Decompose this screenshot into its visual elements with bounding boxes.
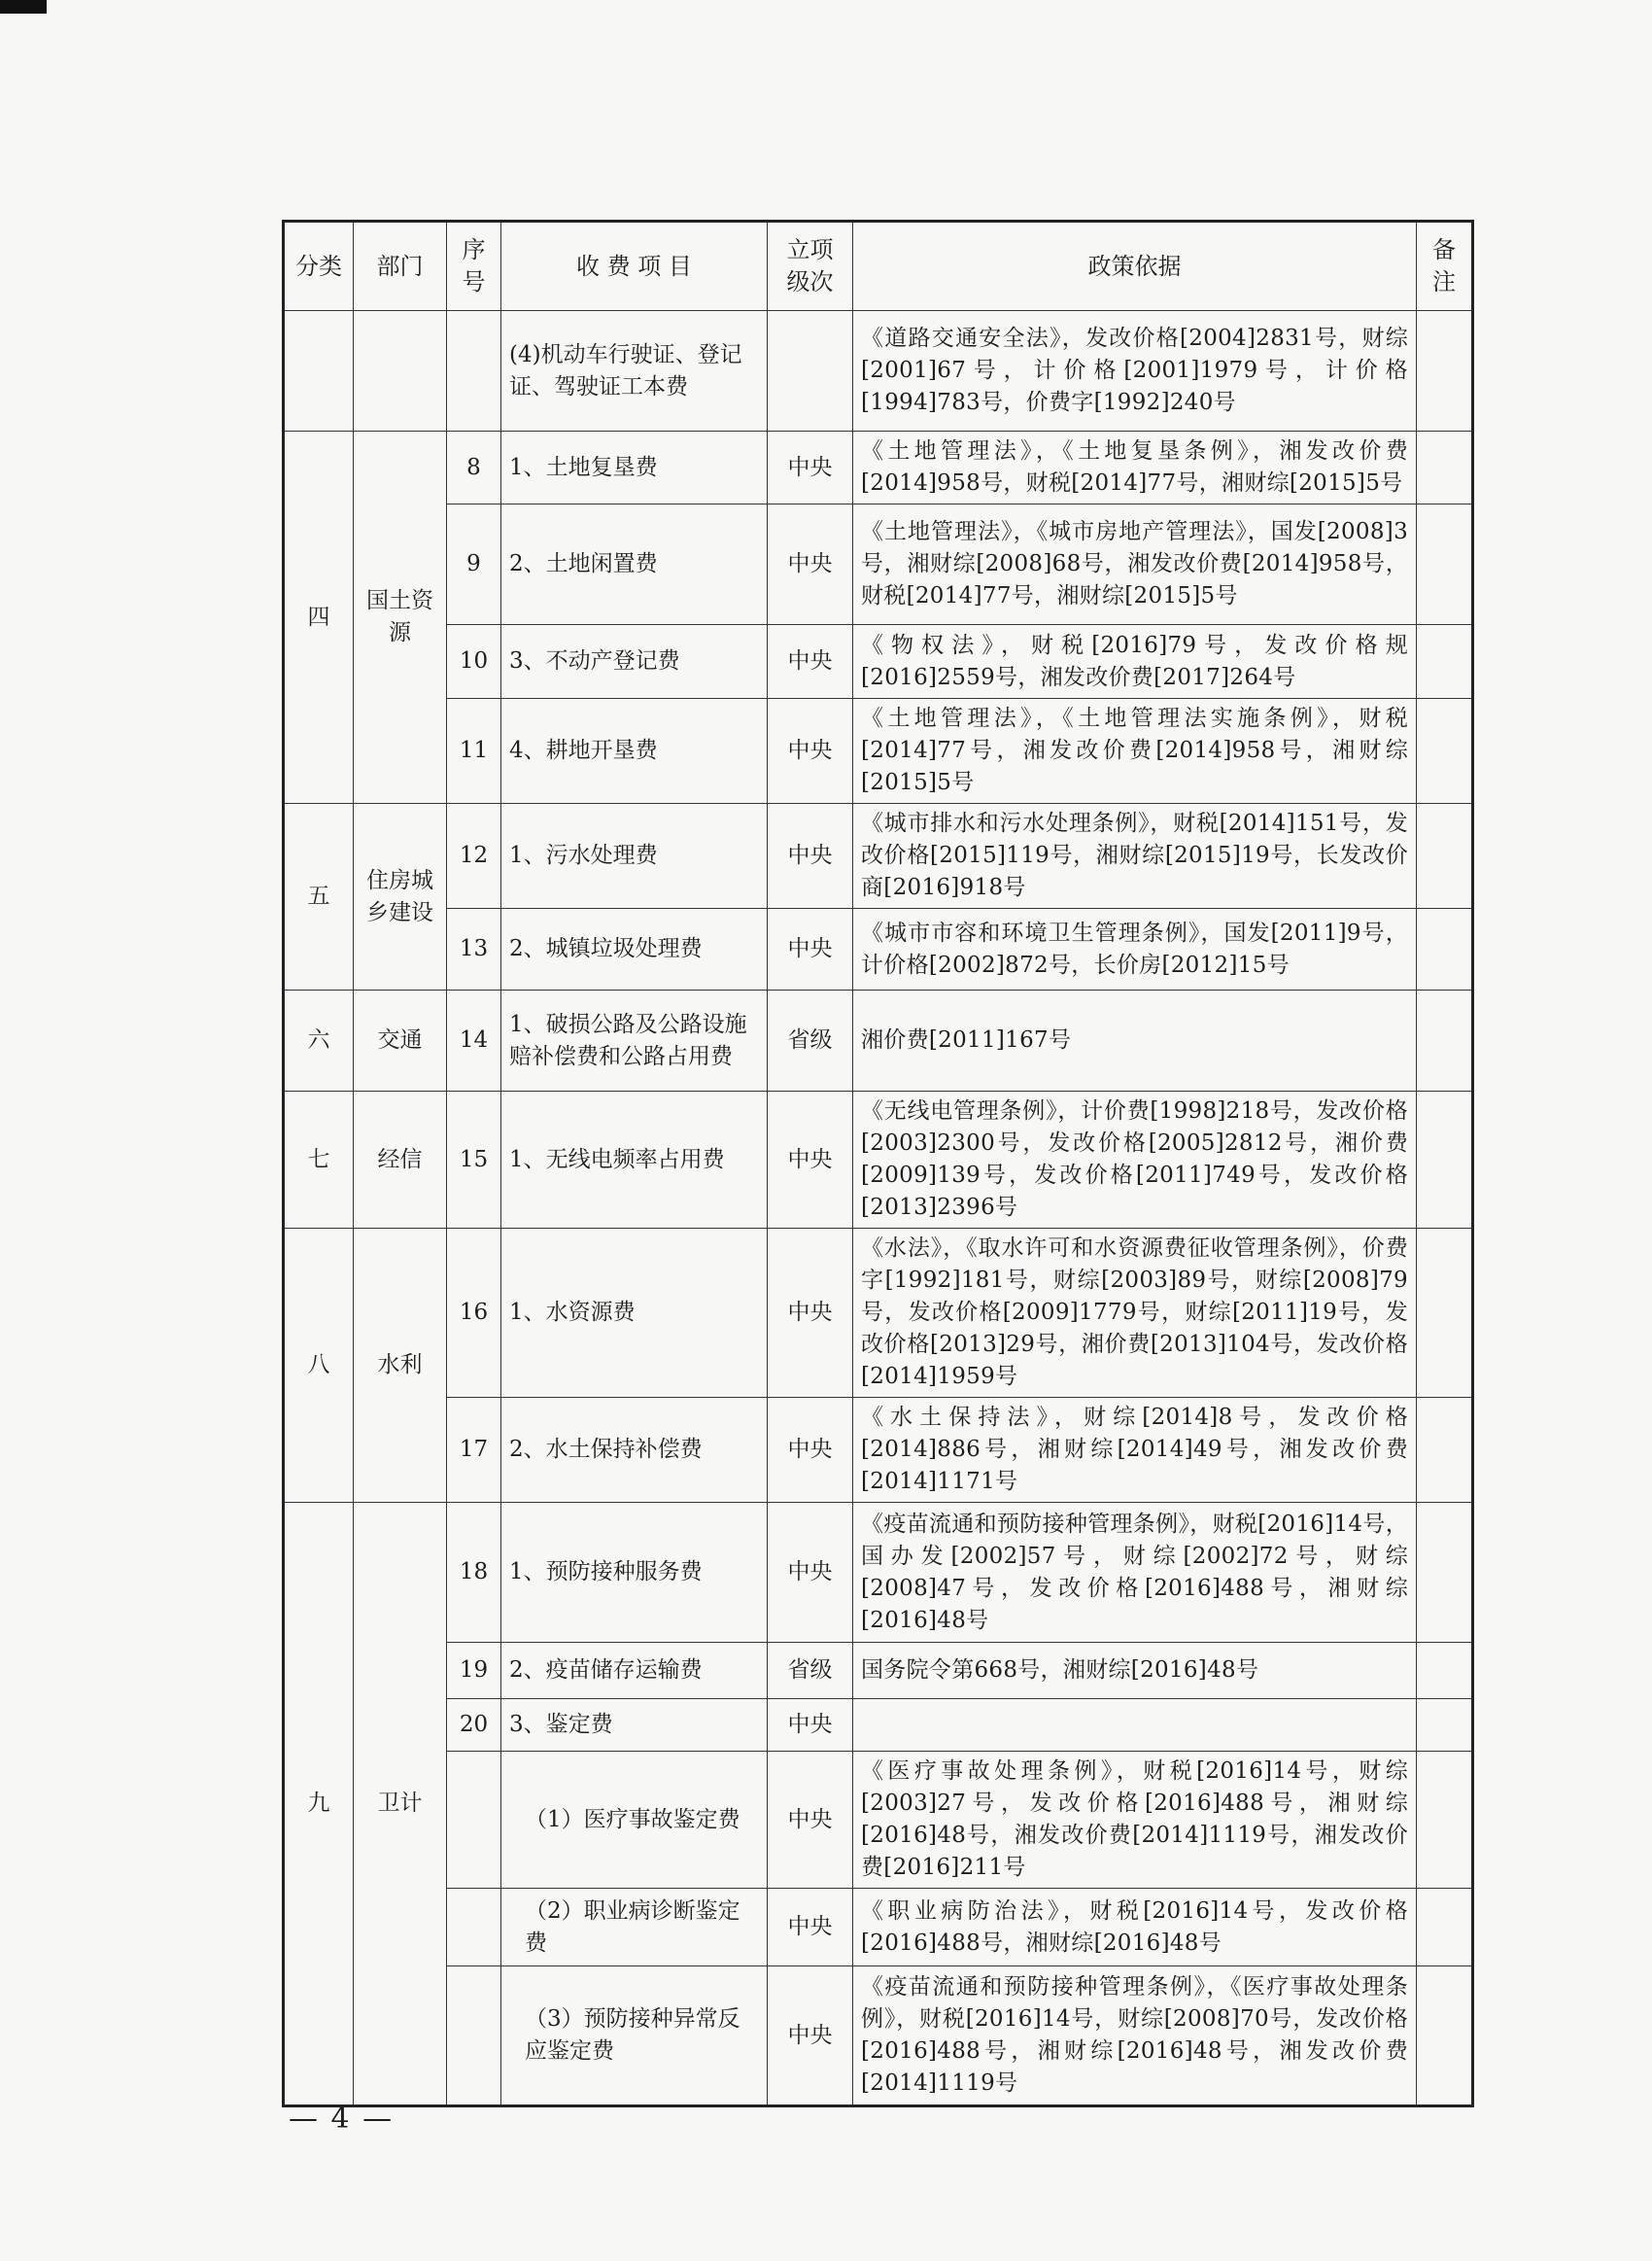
item-cell: 3、不动产登记费: [501, 625, 768, 699]
policy-cell: 《道路交通安全法》，发改价格[2004]2831号，财综[2001]67号，计价格[2001]1979号，计价格[1994]783号，价费字[1992]240号: [853, 311, 1417, 432]
level-cell: 中央: [768, 804, 853, 909]
item-cell: （1）医疗事故鉴定费: [501, 1752, 768, 1889]
item-cell: 2、疫苗储存运输费: [501, 1643, 768, 1699]
table-row: [284, 1752, 1473, 1889]
header-department: 部门: [354, 222, 447, 311]
department-cell: 住房城乡建设: [354, 804, 447, 991]
policy-cell: 《土地管理法》，《城市房地产管理法》，国发[2008]3号，湘财综[2008]68号，湘发改价费[2014]958号，财税[2014]77号，湘财综[2015]5号: [853, 504, 1417, 625]
seq-cell: 9: [447, 504, 501, 625]
policy-cell: 《疫苗流通和预防接种管理条例》，《医疗事故处理条例》，财税[2016]14号，财综[2008]70号，发改价格[2016]488号，湘财综[2016]48号，湘发改价费[2014]1119号: [853, 1966, 1417, 2106]
table-row: [284, 699, 1473, 804]
header-item: 收 费 项 目: [501, 222, 768, 311]
seq-cell: [447, 1966, 501, 2106]
remark-cell: [1417, 1229, 1473, 1398]
policy-cell: 国务院令第668号，湘财综[2016]48号: [853, 1643, 1417, 1699]
seq-cell: 17: [447, 1398, 501, 1503]
seq-cell: 19: [447, 1643, 501, 1699]
policy-cell: 《城市排水和污水处理条例》，财税[2014]151号，发改价格[2015]119号，湘财综[2015]19号，长发改价商[2016]918号: [853, 804, 1417, 909]
remark-cell: [1417, 1699, 1473, 1752]
seq-cell: 12: [447, 804, 501, 909]
level-cell: 中央: [768, 1398, 853, 1503]
category-cell: 九: [284, 1503, 354, 2106]
category-cell: [284, 311, 354, 432]
level-cell: 中央: [768, 909, 853, 991]
table-row: [284, 625, 1473, 699]
policy-cell: 《职业病防治法》，财税[2016]14号，发改价格[2016]488号，湘财综[2016]48号: [853, 1889, 1417, 1966]
remark-cell: [1417, 804, 1473, 909]
remark-cell: [1417, 1503, 1473, 1643]
item-cell: 2、水土保持补偿费: [501, 1398, 768, 1503]
remark-cell: [1417, 432, 1473, 504]
table-row: [284, 991, 1473, 1092]
header-seq: 序号: [447, 222, 501, 311]
remark-cell: [1417, 1966, 1473, 2106]
item-cell: 4、耕地开垦费: [501, 699, 768, 804]
table-row: [284, 804, 1473, 909]
seq-cell: 13: [447, 909, 501, 991]
department-cell: 国土资源: [354, 432, 447, 804]
department-cell: 经信: [354, 1092, 447, 1229]
table-row: [284, 909, 1473, 991]
scan-corner-mark: [0, 0, 47, 14]
table-row: [284, 1889, 1473, 1966]
level-cell: 省级: [768, 991, 853, 1092]
seq-cell: 15: [447, 1092, 501, 1229]
seq-cell: 10: [447, 625, 501, 699]
item-cell: 2、土地闲置费: [501, 504, 768, 625]
header-remark: 备注: [1417, 222, 1473, 311]
table-row: [284, 1643, 1473, 1699]
level-cell: 中央: [768, 1752, 853, 1889]
table-row: [284, 1966, 1473, 2106]
level-cell: 省级: [768, 1643, 853, 1699]
category-cell: 五: [284, 804, 354, 991]
remark-cell: [1417, 909, 1473, 991]
policy-cell: 《城市市容和环境卫生管理条例》，国发[2011]9号，计价格[2002]872号，长价房[2012]15号: [853, 909, 1417, 991]
remark-cell: [1417, 991, 1473, 1092]
policy-cell: [853, 1699, 1417, 1752]
policy-cell: 《土地管理法》，《土地管理法实施条例》，财税[2014]77号，湘发改价费[2014]958号，湘财综[2015]5号: [853, 699, 1417, 804]
policy-cell: 《无线电管理条例》，计价费[1998]218号，发改价格[2003]2300号，发改价格[2005]2812号，湘价费[2009]139号，发改价格[2011]749号，发改价格[2013]2396号: [853, 1092, 1417, 1229]
level-cell: 中央: [768, 1229, 853, 1398]
level-cell: 中央: [768, 1966, 853, 2106]
table-row: [284, 432, 1473, 504]
table-row: [284, 311, 1473, 432]
department-cell: [354, 311, 447, 432]
item-cell: 1、破损公路及公路设施赔补偿费和公路占用费: [501, 991, 768, 1092]
department-cell: 水利: [354, 1229, 447, 1503]
remark-cell: [1417, 504, 1473, 625]
policy-cell: 《疫苗流通和预防接种管理条例》，财税[2016]14号，国办发[2002]57号，财综[2002]72号，财综[2008]47号，发改价格[2016]488号，湘财综[2016]48号: [853, 1503, 1417, 1643]
table-row: [284, 1503, 1473, 1643]
remark-cell: [1417, 1889, 1473, 1966]
level-cell: 中央: [768, 1889, 853, 1966]
header-policy: 政策依据: [853, 222, 1417, 311]
seq-cell: [447, 1889, 501, 1966]
item-cell: 1、污水处理费: [501, 804, 768, 909]
policy-cell: 《物权法》，财税[2016]79号，发改价格规[2016]2559号，湘发改价费[2017]264号: [853, 625, 1417, 699]
category-cell: 六: [284, 991, 354, 1092]
remark-cell: [1417, 1643, 1473, 1699]
header-category: 分类: [284, 222, 354, 311]
remark-cell: [1417, 1398, 1473, 1503]
seq-cell: 11: [447, 699, 501, 804]
item-cell: 1、无线电频率占用费: [501, 1092, 768, 1229]
remark-cell: [1417, 625, 1473, 699]
item-cell: 3、鉴定费: [501, 1699, 768, 1752]
level-cell: 中央: [768, 625, 853, 699]
page-number: — 4 —: [289, 2102, 395, 2136]
category-cell: 八: [284, 1229, 354, 1503]
seq-cell: 8: [447, 432, 501, 504]
item-cell: 1、土地复垦费: [501, 432, 768, 504]
policy-cell: 《医疗事故处理条例》，财税[2016]14号，财综[2003]27号，发改价格[2016]488号，湘财综[2016]48号，湘发改价费[2014]1119号，湘发改价费[2016]211号: [853, 1752, 1417, 1889]
seq-cell: 18: [447, 1503, 501, 1643]
header-row: [284, 222, 1473, 311]
seq-cell: 16: [447, 1229, 501, 1398]
seq-cell: 14: [447, 991, 501, 1092]
seq-cell: [447, 1752, 501, 1889]
item-cell: 2、城镇垃圾处理费: [501, 909, 768, 991]
fee-table: [282, 220, 1474, 2107]
policy-cell: 《水法》，《取水许可和水资源费征收管理条例》，价费字[1992]181号，财综[2003]89号，财综[2008]79号，发改价格[2009]1779号，财综[2011]19号，发改价格[2013]29号，湘价费[2013]104号，发改价格[2014]1959号: [853, 1229, 1417, 1398]
category-cell: 七: [284, 1092, 354, 1229]
table-row: [284, 504, 1473, 625]
item-cell: （2）职业病诊断鉴定费: [501, 1889, 768, 1966]
item-cell: 1、水资源费: [501, 1229, 768, 1398]
item-cell: （3）预防接种异常反应鉴定费: [501, 1966, 768, 2106]
remark-cell: [1417, 699, 1473, 804]
policy-cell: 湘价费[2011]167号: [853, 991, 1417, 1092]
policy-cell: 《土地管理法》，《土地复垦条例》，湘发改价费[2014]958号，财税[2014]77号，湘财综[2015]5号: [853, 432, 1417, 504]
level-cell: [768, 311, 853, 432]
department-cell: 交通: [354, 991, 447, 1092]
level-cell: 中央: [768, 432, 853, 504]
level-cell: 中央: [768, 504, 853, 625]
item-cell: 1、预防接种服务费: [501, 1503, 768, 1643]
table-row: [284, 1398, 1473, 1503]
seq-cell: 20: [447, 1699, 501, 1752]
table-row: [284, 1092, 1473, 1229]
policy-cell: 《水土保持法》，财综[2014]8号，发改价格[2014]886号，湘财综[2014]49号，湘发改价费[2014]1171号: [853, 1398, 1417, 1503]
level-cell: 中央: [768, 699, 853, 804]
seq-cell: [447, 311, 501, 432]
table-row: [284, 1229, 1473, 1398]
item-cell: (4)机动车行驶证、登记证、驾驶证工本费: [501, 311, 768, 432]
header-level: 立项级次: [768, 222, 853, 311]
table-row: [284, 1699, 1473, 1752]
remark-cell: [1417, 311, 1473, 432]
level-cell: 中央: [768, 1092, 853, 1229]
level-cell: 中央: [768, 1503, 853, 1643]
department-cell: 卫计: [354, 1503, 447, 2106]
remark-cell: [1417, 1092, 1473, 1229]
category-cell: 四: [284, 432, 354, 804]
level-cell: 中央: [768, 1699, 853, 1752]
remark-cell: [1417, 1752, 1473, 1889]
